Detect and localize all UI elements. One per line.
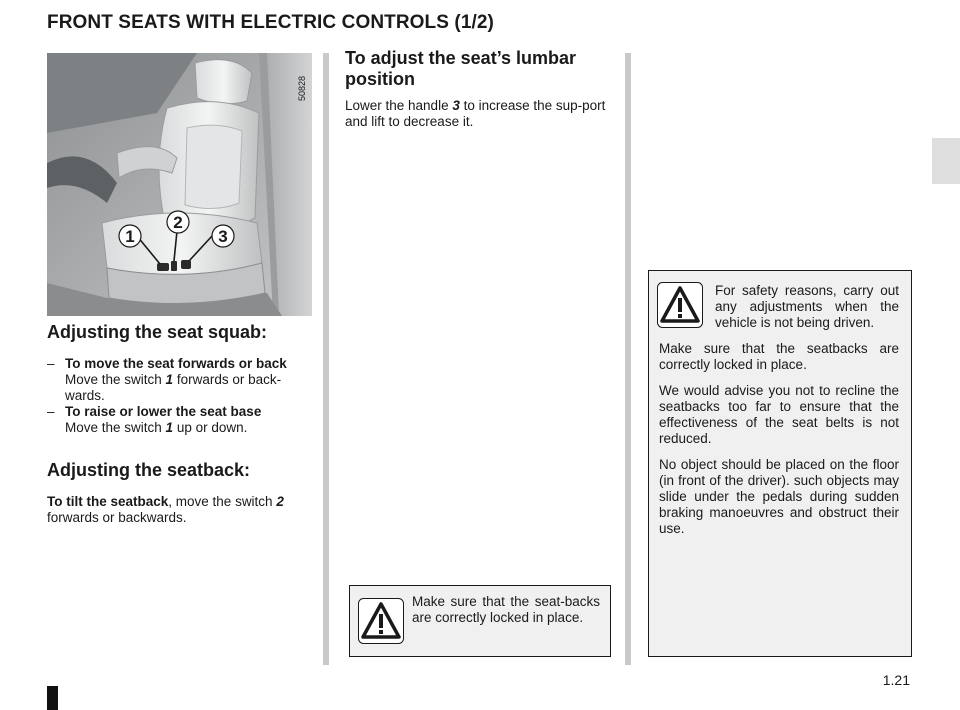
switch-number: 1 [165, 372, 174, 387]
list-item: – To move the seat forwards or back Move the switch 1 forwards or back-wards. [47, 356, 287, 403]
warning-triangle-icon [657, 282, 703, 328]
warning-paragraph: Make sure that the seatbacks are correctly locked in place. [659, 341, 899, 372]
seatback-text: To tilt the seatback, move the switch 2 forwards or backwards. [47, 494, 284, 525]
heading-lumbar: To adjust the seat’s lumbar position [345, 48, 577, 89]
heading-seat-squab: Adjusting the seat squab: [47, 322, 268, 342]
callout-3: 3 [218, 227, 228, 246]
warning-triangle-icon [358, 598, 404, 644]
column-divider [323, 53, 329, 665]
page-edge-marker [47, 686, 58, 710]
heading-seatback: Adjusting the seatback: [47, 460, 251, 480]
warning-intro: For safety reasons, carry out any adjustments when the vehicle is not being driven. [715, 283, 899, 330]
warning-paragraph: No object should be placed on the floor (in front of the driver). such objects may slide under the pedals during sudden braking manoeuvres and obstruct their use. [659, 457, 899, 536]
item-lead: To raise or lower the seat base [65, 404, 262, 419]
column-left [47, 322, 315, 526]
column-divider [625, 53, 631, 665]
page-title: FRONT SEATS WITH ELECTRIC CONTROLS (1/2) [47, 12, 494, 33]
warning-box-safety [648, 270, 912, 657]
seat-photo [47, 53, 312, 316]
warning-box-seatbacks [349, 585, 611, 657]
callout-1: 1 [125, 227, 135, 246]
callout-2: 2 [173, 213, 183, 232]
figure-code: 50828 [297, 75, 307, 101]
list-item: – To raise or lower the seat base Move the switch 1 up or down. [47, 404, 262, 435]
handle-number: 3 [452, 98, 460, 113]
switch-number: 2 [276, 494, 284, 509]
warning-text: Make sure that the seat-backs are correctly locked in place. [412, 594, 600, 625]
section-tab-marker [932, 138, 960, 184]
page-number: 1.21 [882, 672, 910, 688]
warning-paragraph: We would advise you not to recline the seatbacks too far to ensure that the effectiveness of the seat belts is not reduced. [659, 383, 899, 446]
switch-number: 1 [165, 420, 174, 435]
item-lead: To move the seat forwards or back [65, 356, 287, 371]
column-middle [345, 48, 613, 130]
lumbar-text: Lower the handle 3 to increase the sup-port and lift to decrease it. [345, 98, 606, 129]
